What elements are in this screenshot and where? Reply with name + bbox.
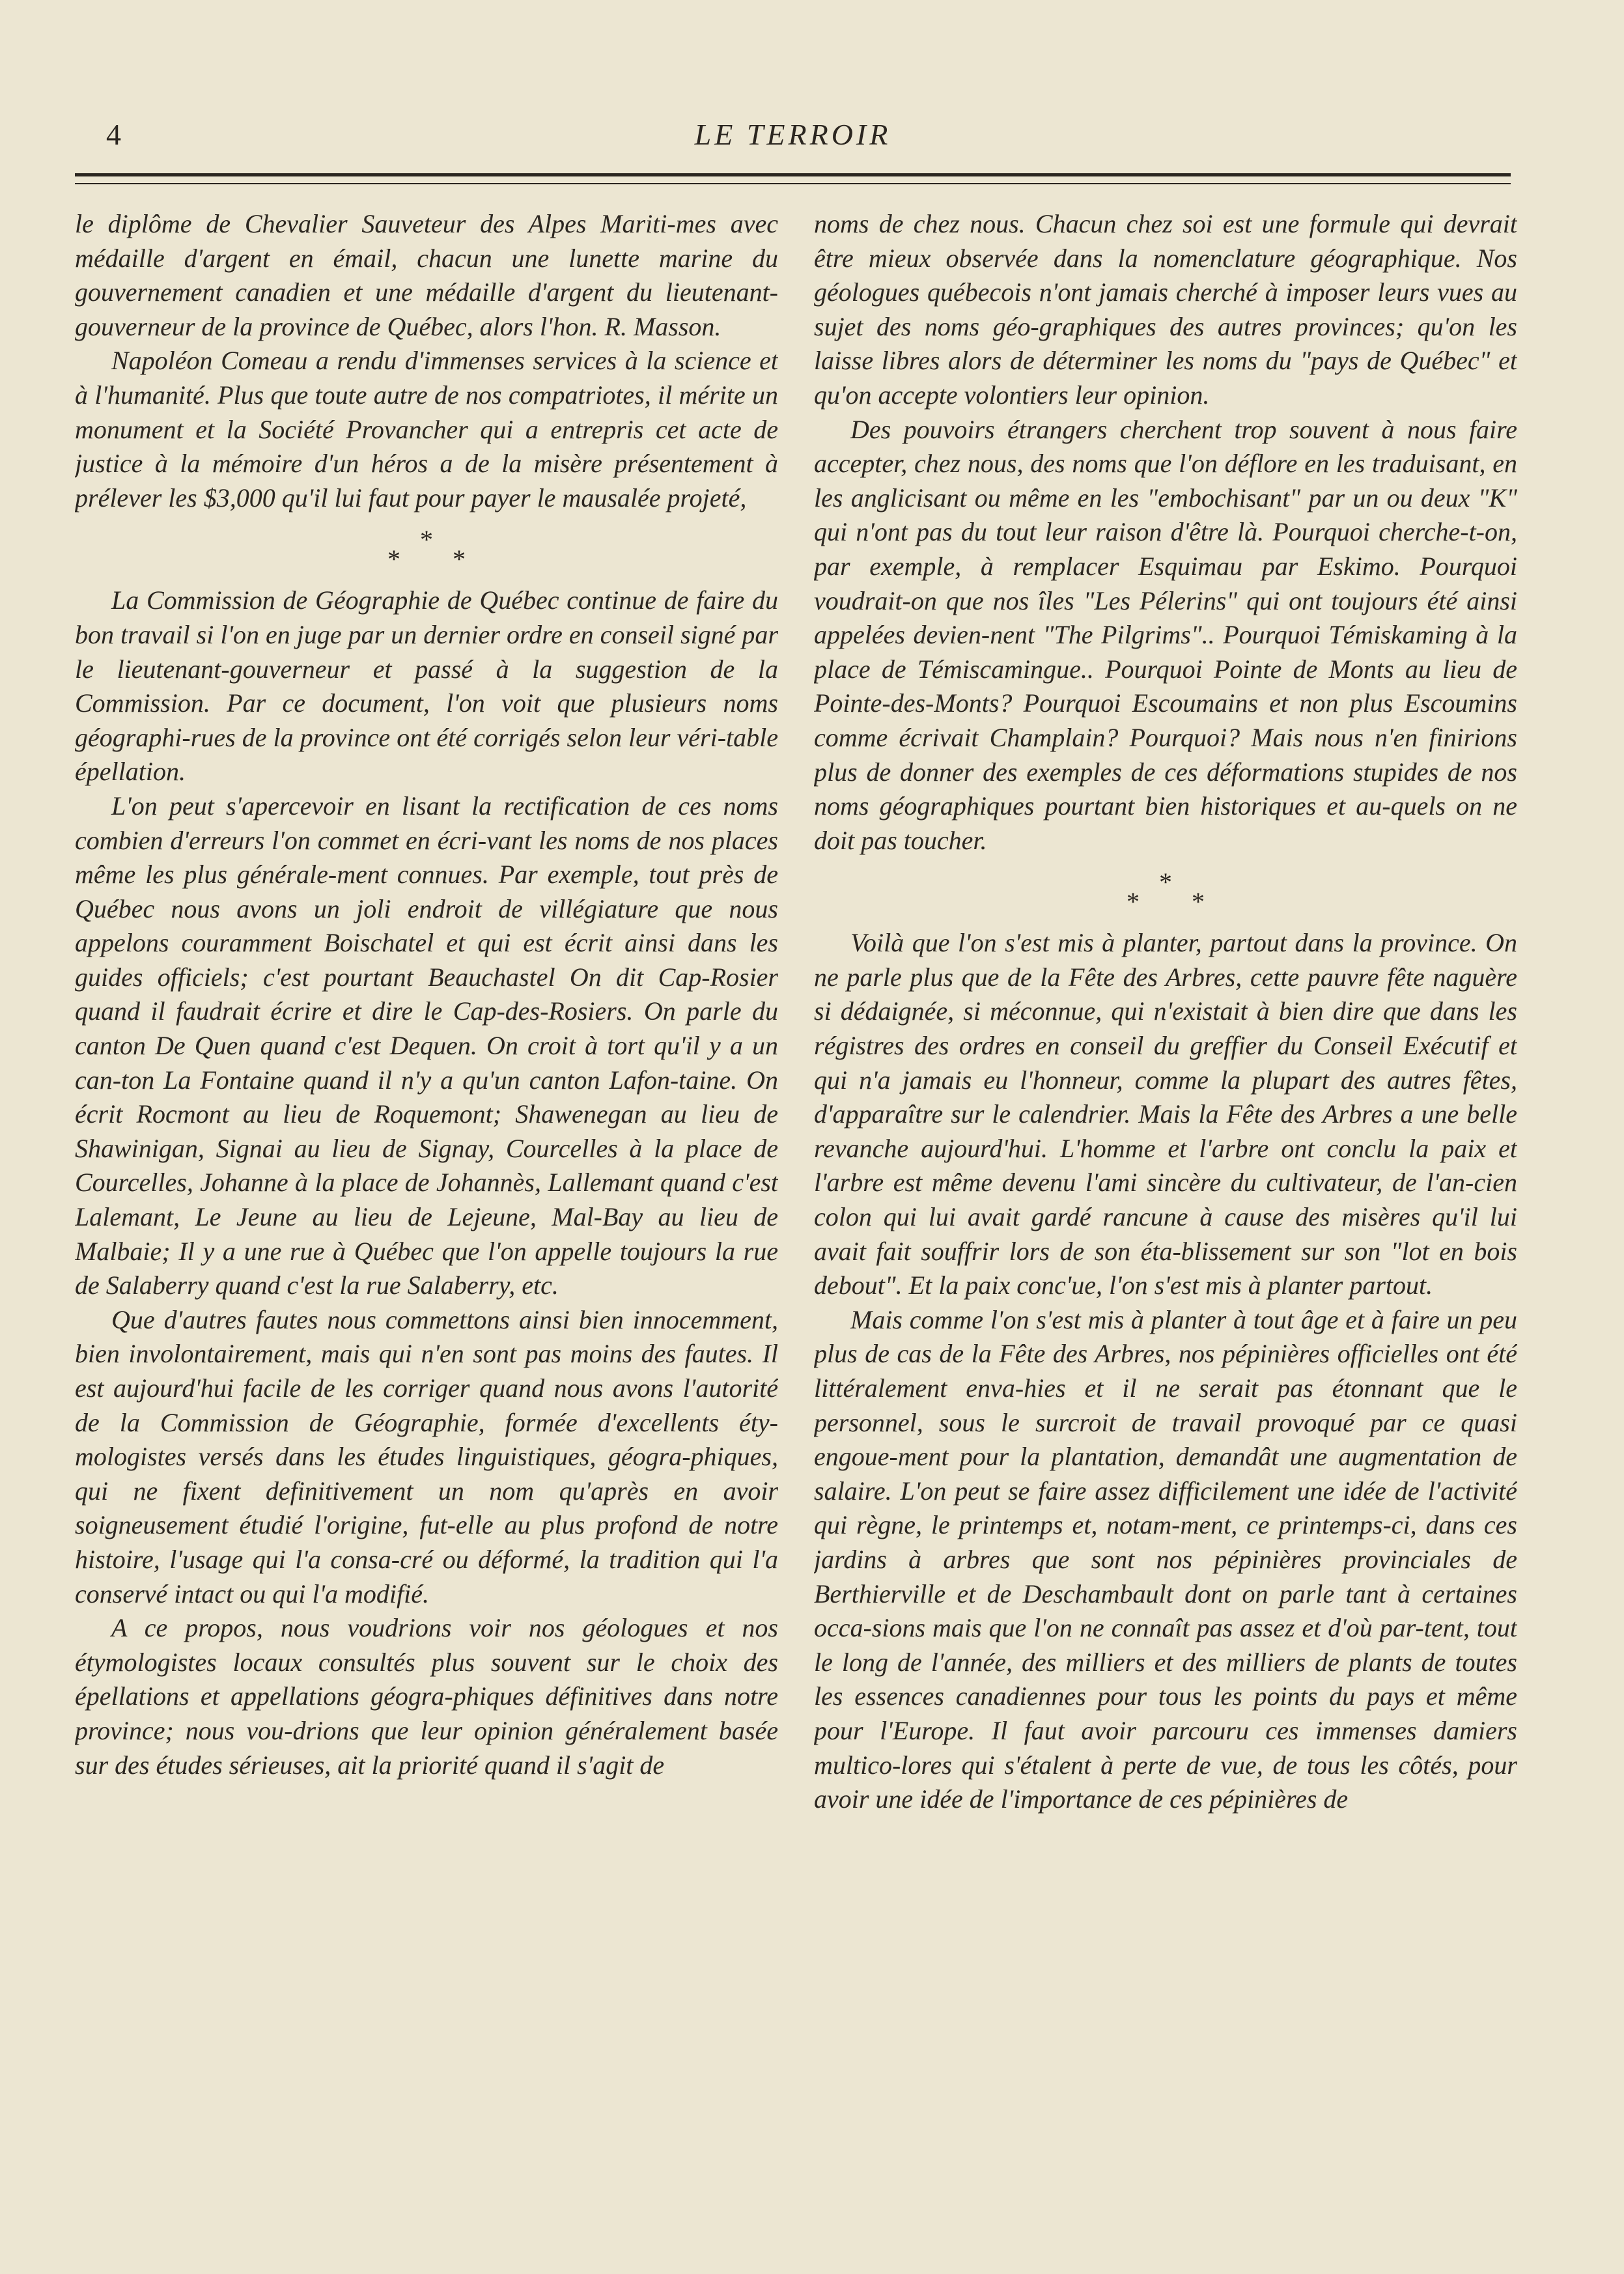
paragraph: Des pouvoirs étrangers cherchent trop souvent à nous faire accepter, chez nous, des noms que l'on déflore en les traduisant, en les anglicisant ou même en les "embochisant" par un ou deux "K" qui n'ont pas du tout leur raison d'être là. Pourquoi cherche-t-on, par exemple, à remplacer Esquimau par Eskimo. Pourquoi voudrait-on que nos îles "Les Pélerins" qui ont toujours été ainsi appelées devien-nent "The Pilgrims".. Pourquoi Témiskaming à la place de Témiscamingue.. Pourquoi Pointe de Monts au lieu de Pointe-des-Monts? Pourquoi Escoumains et non plus Escoumins comme écrivait Champlain? Pourquoi? Mais nous n'en finirions plus de donner des exemples de ces déformations stupides de nos noms géographiques pourtant bien historiques et au-quels on ne doit pas toucher. [814,414,1517,855]
paragraph: La Commission de Géographie de Québec continue de faire du bon travail si l'on en juge par un dernier ordre en conseil signé par le lieutenant-gouverneur et passé à la suggestion de la Commission. Par ce document, l'on voit que plusieurs noms géographi-rues de la province ont été corrigés selon leur véri-table épellation. [75,585,778,787]
header-rule-thin [75,183,1511,184]
paragraph: le diplôme de Chevalier Sauveteur des Alpes Mariti-mes avec médaille d'argent en émail, chacun une lunette marine du gouvernement canadien et une médaille d'argent du lieutenant-gouverneur de la province de Québec, alors l'hon. R. Masson. [75,209,778,341]
section-break-asterism [75,515,778,583]
asterism-star: * [1127,887,1140,917]
paragraph: L'on peut s'apercevoir en lisant la rectification de ces noms combien d'erreurs l'on commet en écri-vant les noms de nos places même les plus générale-ment connues. Par exemple, tout près de Québec nous avons un joli endroit de villégiature que nous appelons couramment Boischatel et qui est écrit ainsi dans les guides officiels; c'est pourtant Beauchastel On dit Cap-Rosier quand il faudrait écrire et dire le Cap-des-Rosiers. On parle du canton De Quen quand c'est Dequen. On croit à tort qu'il y a un can-ton La Fontaine quand il n'y a qu'un canton Lafon-taine. On écrit Rocmont au lieu de Roquemont; Shawenegan au lieu de Shawinigan, Signai au lieu de Signay, Courcelles à la place de Courcelles, Johanne à la place de Johannès, Lallemant quand c'est Lalemant, Le Jeune au lieu de Lejeune, Mal-Bay au lieu de Malbaie; Il y a une rue à Québec que l'on appelle toujours la rue de Salaberry quand c'est la rue Salaberry, etc. [75,791,778,1300]
asterism-star: * [387,544,400,574]
paragraph: A ce propos, nous voudrions voir nos géologues et nos étymologistes locaux consultés plus souvent sur le choix des épellations et appellations géogra-phiques définitives dans notre province; nous vou-drions que leur opinion généralement basée sur des études sérieuses, ait la priorité quand il s'agit de [75,1613,778,1780]
page-number: 4 [106,118,121,151]
asterism-star: * [420,525,433,555]
paragraph: Que d'autres fautes nous commettons ainsi bien innocemment, bien involontairement, mais qui n'en sont pas moins des fautes. Il est aujourd'hui facile de les corriger quand nous avons l'autorité de la Commission de Géographie, formée d'excellents éty-mologistes versés dans les études linguistiques, géogra-phiques, qui ne fixent definitivement un nom qu'après en avoir soigneusement étudié l'origine, fut-elle au plus profond de notre histoire, l'usage qui l'a consa-cré ou déformé, la tradition qui l'a conservé intact ou qui l'a modifié. [75,1304,778,1608]
running-title: LE TERROIR [694,118,891,151]
page-header [75,117,1511,156]
header-rule-thick [75,173,1511,176]
paragraph: Voilà que l'on s'est mis à planter, partout dans la province. On ne parle plus que de la Fête des Arbres, cette pauvre fête naguère si dédaignée, si méconnue, qui n'existait à bien dire que dans les régistres des ordres en conseil du greffier du Conseil Exécutif et qui n'a jamais eu l'honneur, comme la plupart des autres fêtes, d'apparaître sur le calendrier. Mais la Fête des Arbres a une belle revanche aujourd'hui. L'homme et l'arbre ont conclu la paix et l'arbre est même devenu l'ami sincère du cultivateur, de l'an-cien colon qui lui avait gardé rancune à cause des misères qu'il lui avait fait souffrir lors de son éta-blissement sur son "lot en bois debout". Et la paix conc'ue, l'on s'est mis à planter partout. [814,928,1517,1300]
left-column [75,207,778,2200]
asterism-star: * [1159,867,1172,897]
paragraph: noms de chez nous. Chacun chez soi est une formule qui devrait être mieux observée dans la nomenclature géographique. Nos géologues québecois n'ont jamais cherché à imposer leurs vues au sujet des noms géo-graphiques des autres provinces; qu'on les laisse libres alors de déterminer les noms du "pays de Québec" et qu'on accepte volontiers leur opinion. [814,209,1517,410]
section-break-asterism [814,858,1517,926]
asterism-star: * [1192,887,1205,917]
asterism-star: * [453,544,466,574]
paragraph: Napoléon Comeau a rendu d'immenses services à la science et à l'humanité. Plus que toute autre de nos compatriotes, il mérite un monument et la Société Provancher qui a entrepris cet acte de justice à la mémoire d'un héros a de la misère présentement à prélever les $3,000 qu'il lui faut pour payer le mausalée projeté, [75,346,778,512]
right-column [814,207,1517,2200]
paragraph: Mais comme l'on s'est mis à planter à tout âge et à faire un peu plus de cas de la Fête des Arbres, nos pépinières officielles ont été littéralement enva-hies et il ne serait pas étonnant que le personnel, sous le surcroit de travail provoqué par ce quasi engoue-ment pour la plantation, demandât une augmentation de salaire. L'on peut se faire assez difficilement une idée de l'activité qui règne, le printemps et, notam-ment, ce printemps-ci, dans ces jardins à arbres que sont nos pépinières provinciales de Berthierville et de Deschambault dont on parle tant à certaines occa-sions mais que l'on ne connaît pas assez et d'où par-tent, tout le long de l'année, des milliers et des milliers de plants de toutes les essences canadiennes pour tous les points du pays et même pour l'Europe. Il faut avoir parcouru ces immenses damiers multico-lores qui s'étalent à perte de vue, de tous les côtés, pour avoir une idée de l'importance de ces pépinières de [814,1304,1517,1814]
